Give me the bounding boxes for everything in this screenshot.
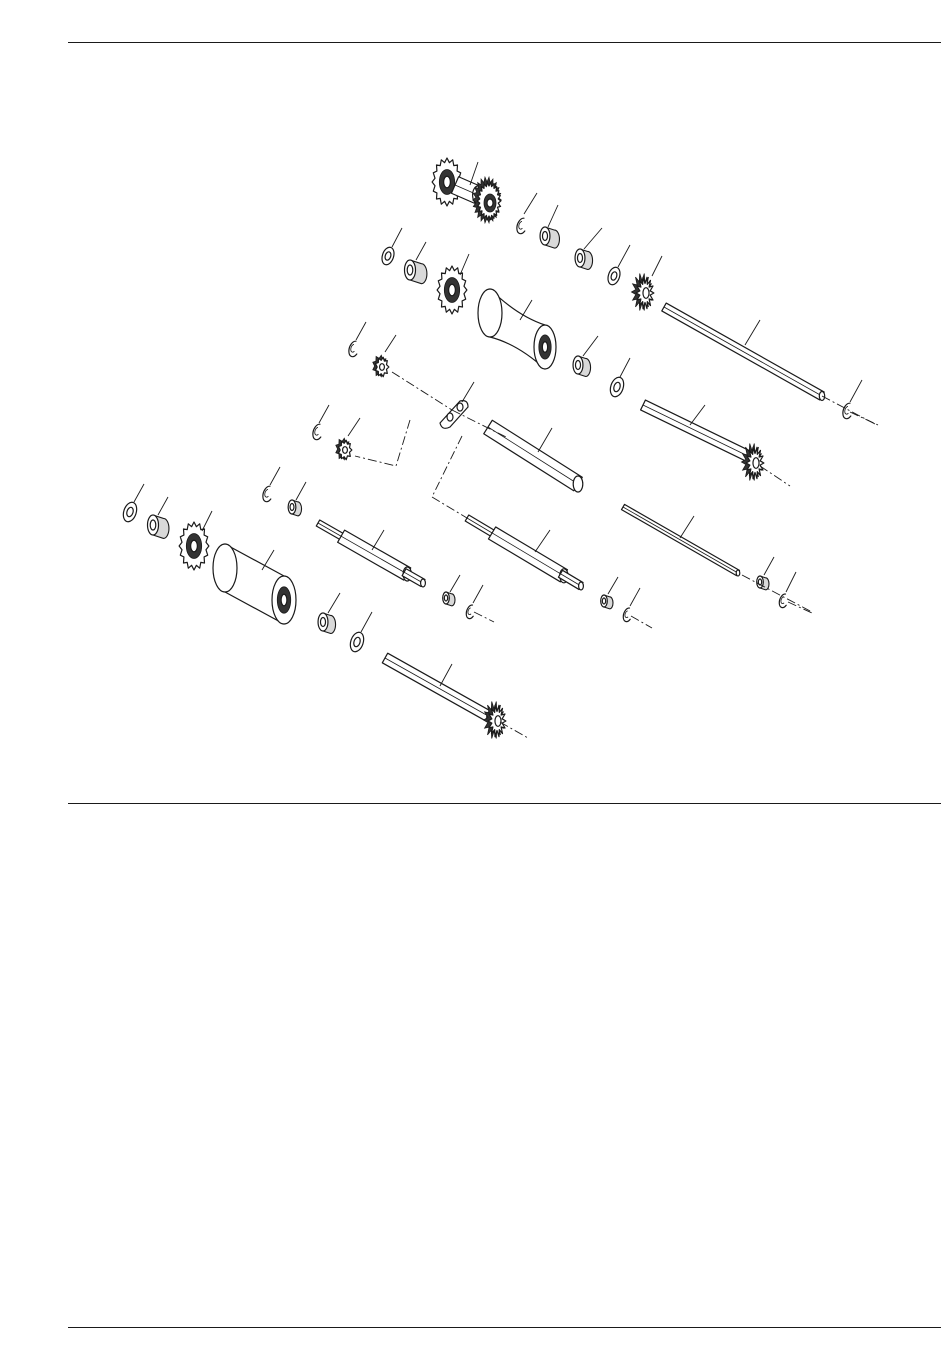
e-ring <box>349 341 357 357</box>
callout-leader <box>620 358 630 377</box>
washer <box>606 266 622 287</box>
callout-leader <box>652 256 662 276</box>
callout-leader <box>618 245 630 267</box>
e-ring <box>623 608 630 622</box>
callout-leader <box>850 380 862 402</box>
long-shaft <box>662 303 825 400</box>
centerline <box>742 575 812 612</box>
callout-leader <box>202 511 212 531</box>
callout-leader <box>630 588 640 606</box>
e-ring <box>517 218 525 234</box>
callout-leader <box>296 482 306 500</box>
callout-leader <box>319 405 329 423</box>
centerline <box>392 372 452 410</box>
washer <box>348 631 366 654</box>
callout-leader <box>134 484 144 502</box>
callout-leader <box>328 593 340 613</box>
washer <box>380 246 396 267</box>
bushing <box>148 515 169 538</box>
bushing <box>757 576 769 590</box>
bushing <box>318 613 336 633</box>
e-ring <box>313 424 321 440</box>
callout-leader <box>786 572 796 592</box>
washer <box>608 376 626 399</box>
bushing <box>601 595 613 609</box>
roller <box>478 289 556 369</box>
small-gear <box>373 355 389 377</box>
callout-leader <box>462 382 474 402</box>
shaft-with-bevel-gear <box>641 400 764 480</box>
callout-leader <box>361 612 372 632</box>
roller <box>213 544 296 624</box>
callout-leader <box>538 428 552 452</box>
callout-leader <box>583 336 598 356</box>
callout-leader <box>270 467 280 485</box>
e-ring <box>263 486 271 502</box>
callout-leader <box>356 322 366 340</box>
bushing <box>405 260 427 284</box>
e-ring <box>843 403 851 419</box>
stepped-shaft <box>465 515 583 590</box>
sprocket <box>437 266 467 314</box>
callout-leader <box>460 254 469 275</box>
figure-bottom-rule <box>68 803 941 804</box>
callout-leader <box>470 162 478 185</box>
thin-shaft <box>622 504 740 576</box>
callout-leader <box>548 205 558 227</box>
callout-leader <box>385 335 396 352</box>
centerline <box>432 436 467 518</box>
bushing <box>288 500 301 516</box>
callout-leader <box>158 497 168 515</box>
callout-leader <box>348 418 360 436</box>
callout-leader <box>440 664 452 686</box>
stepped-shaft <box>316 520 425 587</box>
shaft-with-bevel-gear <box>382 653 506 738</box>
centerline <box>500 722 528 738</box>
sprocket <box>179 522 209 570</box>
callout-leader <box>680 516 694 538</box>
callout-leader <box>690 405 705 425</box>
callout-leader <box>524 193 537 214</box>
callout-leader <box>372 530 384 550</box>
centerline <box>355 420 410 466</box>
callout-leader <box>608 577 618 594</box>
callout-leader <box>535 530 550 552</box>
callout-leader <box>745 320 760 345</box>
bevel-gear <box>632 274 654 311</box>
callout-leader <box>764 557 774 575</box>
centerline <box>760 466 790 486</box>
bushing <box>573 356 591 376</box>
washer <box>121 501 139 524</box>
centerline <box>631 616 652 628</box>
bushing <box>540 227 559 248</box>
callout-leader <box>416 242 426 260</box>
e-ring <box>779 594 786 608</box>
bushing <box>443 592 455 606</box>
plate <box>440 401 468 429</box>
double-sprocket-gear <box>432 158 501 223</box>
callout-leader <box>450 575 460 592</box>
callout-leader <box>473 585 483 603</box>
bushing <box>575 249 593 269</box>
callout-leader <box>584 228 602 249</box>
centerline <box>788 602 812 613</box>
e-ring <box>466 605 473 619</box>
shaft <box>484 420 583 492</box>
callout-leader <box>392 228 402 247</box>
centerline <box>474 612 494 622</box>
parts-layer <box>121 158 851 739</box>
page-bottom-rule <box>68 1327 941 1328</box>
small-gear <box>336 438 352 460</box>
